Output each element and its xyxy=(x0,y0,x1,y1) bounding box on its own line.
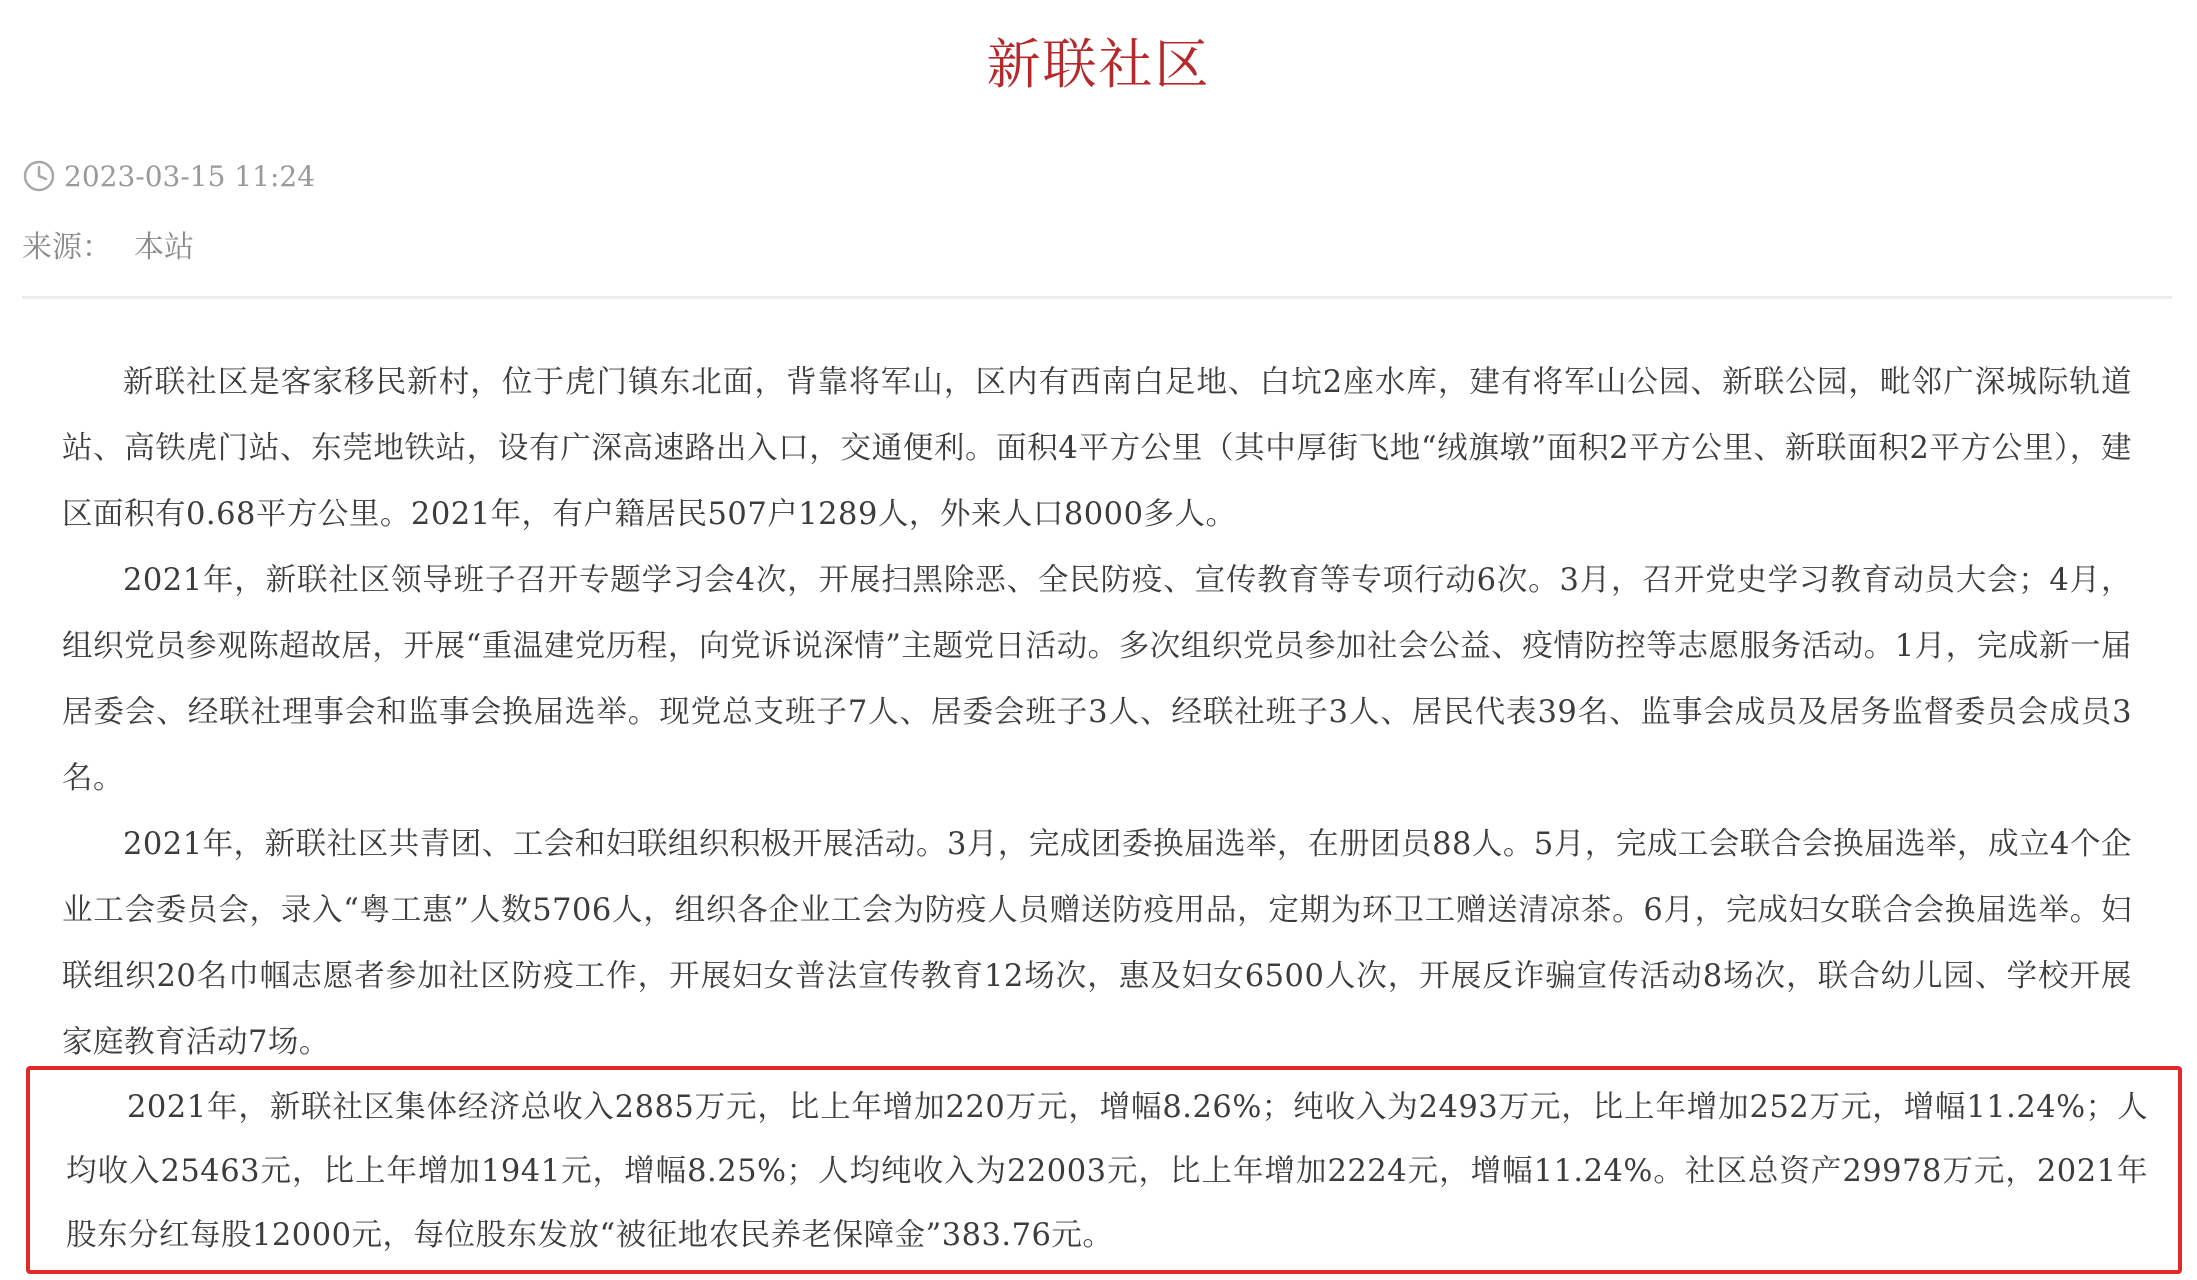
source-value: 本站 xyxy=(134,230,194,265)
highlighted-paragraph-box xyxy=(26,1066,2182,1274)
publish-date xyxy=(22,156,315,196)
publish-date-text: 2023-03-15 11:24 xyxy=(64,159,316,193)
article-body xyxy=(62,350,2132,1076)
article-paragraph: 2021年，新联社区领导班子召开专题学习会4次，开展扫黑除恶、全民防疫、宣传教育等专项行动6次。3月，召开党史学习教育动员大会；4月，组织党员参观陈超故居，开展“重温建党历程，向党诉说深情”主题党日活动。多次组织党员参加社会公益、疫情防控等志愿服务活动。1月，完成新一届居委会、经联社理事会和监事会换届选举。现党总支班子7人、居委会班子3人、经联社班子3人、居民代表39名、监事会成员及居务监督委员会成员3名。 xyxy=(62,563,2132,796)
article-paragraph: 新联社区是客家移民新村，位于虎门镇东北面，背靠将军山，区内有西南白足地、白坑2座水库，建有将军山公园、新联公园，毗邻广深城际轨道站、高铁虎门站、东莞地铁站，设有广深高速路出入口，交通便利。面积4平方公里（其中厚街飞地“绒旗墩”面积2平方公里、新联面积2平方公里），建区面积有0.68平方公里。2021年，有户籍居民507户1289人，外来人口8000多人。 xyxy=(62,365,2132,532)
highlighted-paragraph: 2021年，新联社区集体经济总收入2885万元，比上年增加220万元，增幅8.26%；纯收入为2493万元，比上年增加252万元，增幅11.24%；人均收入25463元，比上年增加1941元，增幅8.25%；人均纯收入为22003元，比上年增加2224元，增幅11.24%。社区总资产29978万元，2021年股东分红每股12000元，每位股东发放“被征地农民养老保障金”383.76元。 xyxy=(66,1090,2148,1253)
article-source xyxy=(22,222,194,266)
article-paragraph: 2021年，新联社区共青团、工会和妇联组织积极开展活动。3月，完成团委换届选举，在册团员88人。5月，完成工会联合会换届选举，成立4个企业工会委员会，录入“粤工惠”人数5706人，组织各企业工会为防疫人员赠送防疫用品，定期为环卫工赠送清凉茶。6月，完成妇女联合会换届选举。妇联组织20名巾帼志愿者参加社区防疫工作，开展妇女普法宣传教育12场次，惠及妇女6500人次，开展反诈骗宣传活动8场次，联合幼儿园、学校开展家庭教育活动7场。 xyxy=(62,827,2132,1060)
source-label: 来源： xyxy=(22,230,112,265)
header-divider xyxy=(22,296,2172,299)
clock-icon xyxy=(22,159,56,193)
page-title: 新联社区 xyxy=(986,33,1211,96)
